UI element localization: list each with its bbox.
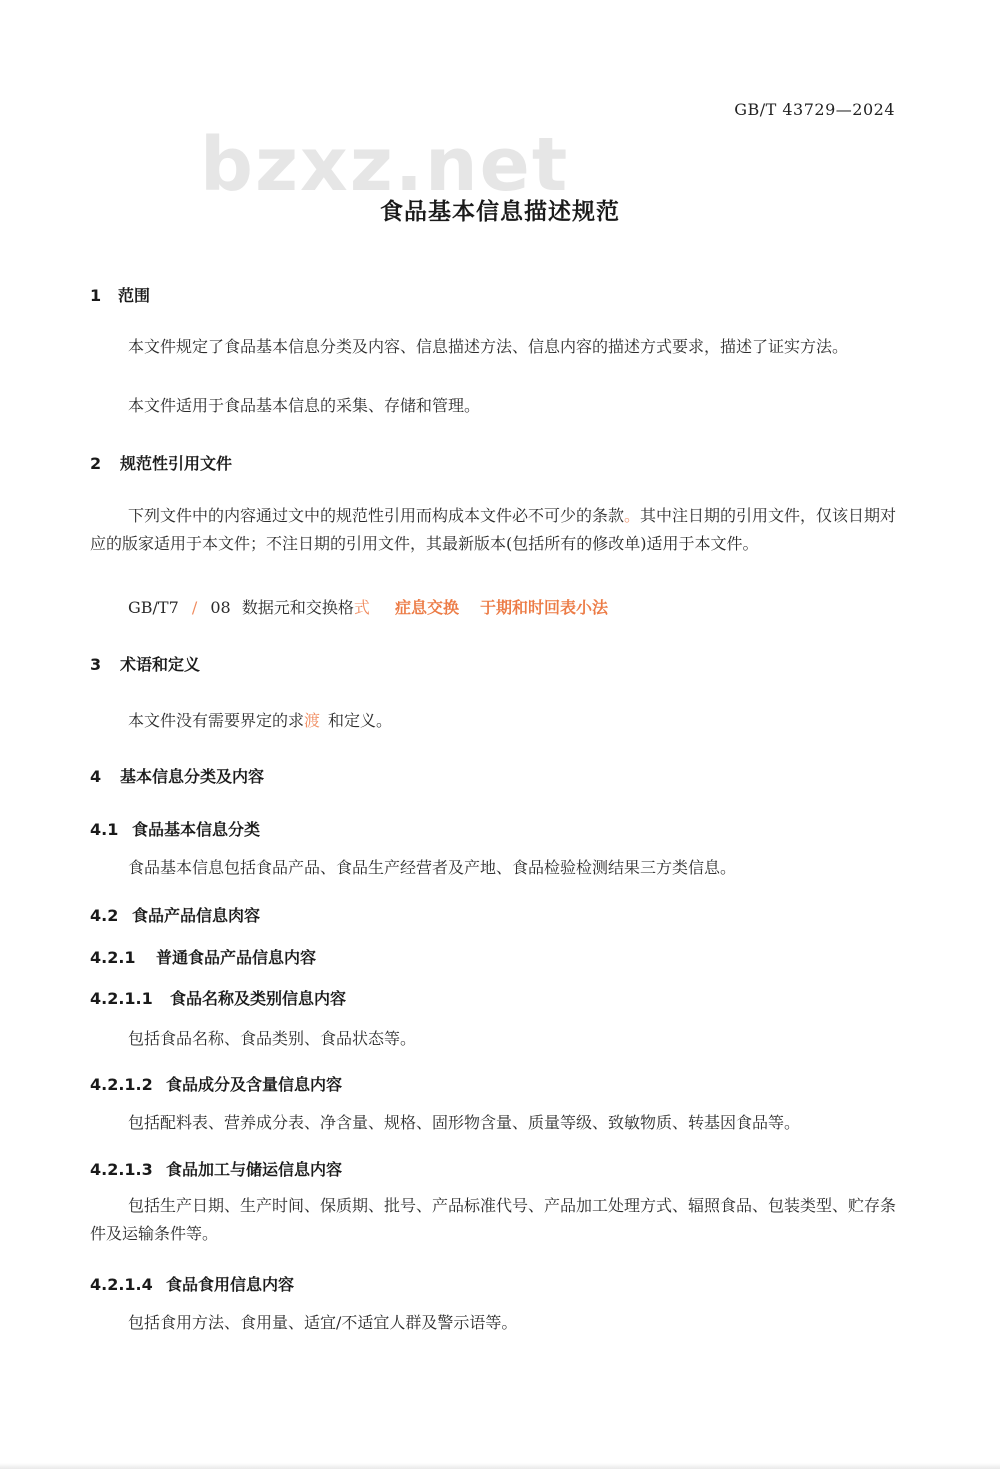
section-3-paragraph — [128, 708, 392, 731]
watermark-logo: bzxz.net — [200, 122, 570, 208]
section-number: 2 — [90, 454, 102, 473]
section-1-paragraph-2: 本文件适用于食品基本信息的采集、存储和管理。 — [128, 396, 481, 415]
section-2-heading — [90, 451, 232, 474]
paragraph-text-c: 和定义。 — [328, 711, 393, 730]
ref-title-c: 症息交换 — [394, 598, 459, 617]
ref-code: GB/T7 — [128, 598, 179, 617]
section-title: 食品名称及类别信息内容 — [170, 989, 347, 1008]
section-4-1-paragraph: 食品基本信息包括食品产品、食品生产经营者及产地、食品检验检测结果三方类信息。 — [128, 858, 737, 877]
section-1-paragraph-1: 本文件规定了食品基本信息分类及内容、信息描述方法、信息内容的描述方式要求，描述了证实方法。 — [128, 337, 849, 356]
section-number: 4.2.1.4 — [90, 1275, 153, 1294]
section-1-heading — [90, 283, 150, 306]
section-number: 4.2.1.2 — [90, 1075, 153, 1094]
standard-code: GB/T 43729—2024 — [734, 100, 895, 119]
section-title: 食品成分及含量信息内容 — [166, 1075, 343, 1094]
section-4-1-heading — [90, 817, 260, 840]
section-title: 规范性引用文件 — [120, 454, 233, 473]
ref-title-b: 式 — [353, 598, 370, 617]
section-title: 术语和定义 — [120, 655, 201, 674]
section-number: 4.2 — [90, 906, 119, 925]
section-4-2-1-2-paragraph: 包括配料表、营养成分表、净含量、规格、固形物含量、质量等级、致敏物质、转基因食品等。 — [128, 1113, 801, 1132]
section-2-paragraph — [90, 502, 898, 558]
section-title: 食品加工与储运信息内容 — [166, 1160, 343, 1179]
ref-title-d: 于期和时回表小法 — [480, 598, 609, 617]
section-title: 食品产品信息肉容 — [132, 906, 261, 925]
section-number: 4.2.1.1 — [90, 989, 153, 1008]
orange-dot: 。 — [624, 506, 641, 525]
section-4-2-1-3-paragraph: 包括生产日期、生产时间、保质期、批号、产品标准代号、产品加工处理方式、辐照食品、包装类型、贮存条件及运输条件等。 — [90, 1196, 897, 1243]
ref-number: 08 — [210, 598, 231, 617]
section-3-heading — [90, 652, 200, 675]
section-number: 3 — [90, 655, 102, 674]
section-number: 4 — [90, 767, 102, 786]
section-4-2-1-heading — [90, 945, 316, 968]
ref-slash: / — [191, 598, 198, 617]
page-bottom-edge — [0, 1463, 1000, 1469]
section-title: 范围 — [118, 286, 151, 305]
section-title: 食品食用信息内容 — [166, 1275, 295, 1294]
section-4-2-1-1-paragraph: 包括食品名称、食品类别、食品状态等。 — [128, 1029, 417, 1048]
section-number: 1 — [90, 286, 102, 305]
section-4-2-1-4-heading — [90, 1272, 294, 1295]
section-4-2-1-4-paragraph: 包括食用方法、食用量、适宜/不适宜人群及警示语等。 — [128, 1313, 518, 1332]
section-title: 食品基本信息分类 — [132, 820, 261, 839]
section-title: 普通食品产品信息内容 — [156, 948, 317, 967]
section-4-2-1-1-heading — [90, 986, 346, 1009]
section-title: 基本信息分类及内容 — [120, 767, 265, 786]
section-4-heading — [90, 764, 264, 787]
paragraph-text-a: 本文件没有需要界定的求 — [128, 711, 305, 730]
section-number: 4.1 — [90, 820, 119, 839]
section-4-2-1-2-heading — [90, 1072, 342, 1095]
paragraph-text-b: 其中注日期的引用文件，仅该日期对应的版家适用于本文件；不注日期的引用文件，其最新版本(包括所有的修改单)适用于本文件。 — [90, 506, 897, 553]
paragraph-text-a: 下列文件中的内容通过文中的规范性引用而构成本文件必不可少的条款 — [128, 506, 625, 525]
section-number: 4.2.1 — [90, 948, 136, 967]
section-4-2-heading — [90, 903, 260, 926]
document-title: 食品基本信息描述规范 — [380, 199, 620, 225]
normative-reference-line — [128, 595, 608, 618]
section-4-2-1-3-heading — [90, 1157, 342, 1180]
paragraph-text-orange: 渡 — [304, 711, 321, 730]
section-number: 4.2.1.3 — [90, 1160, 153, 1179]
ref-title-a: 数据元和交换格 — [241, 598, 354, 617]
